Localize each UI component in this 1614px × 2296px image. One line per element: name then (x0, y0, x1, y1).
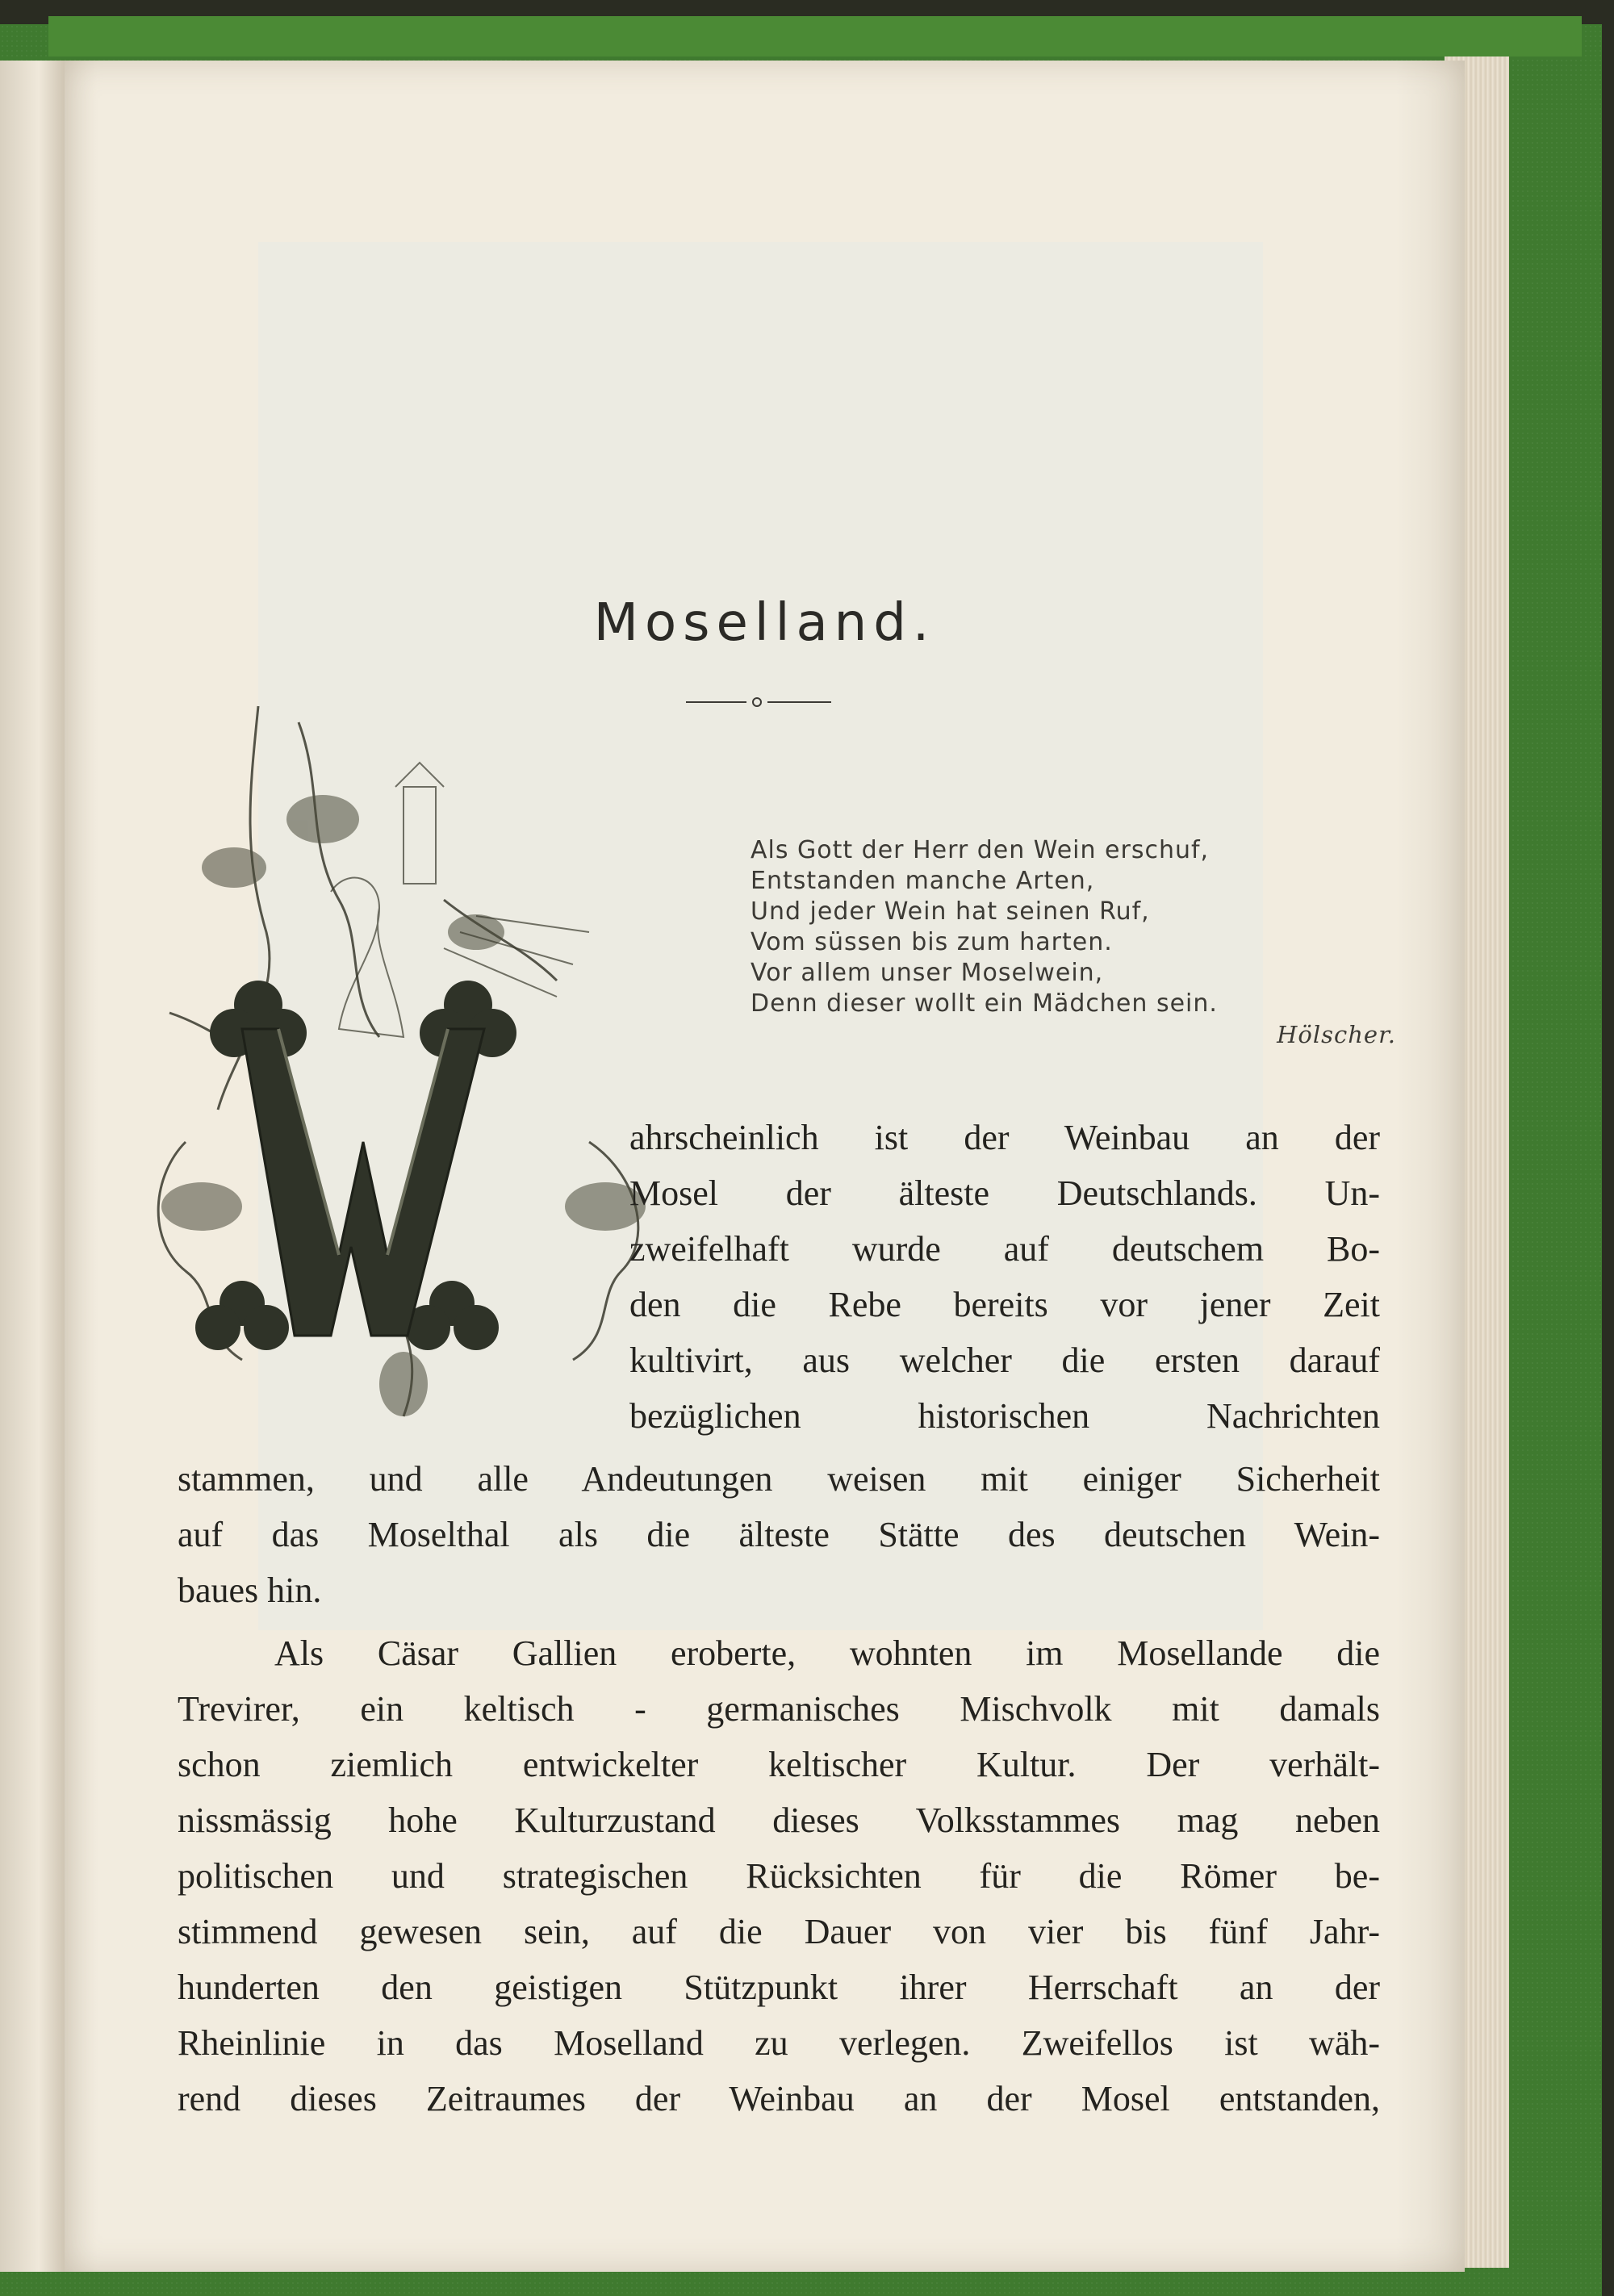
text-line: den die Rebe bereits vor jener Zeit (629, 1285, 1380, 1324)
text-line: stammen, und alle Andeutungen weisen mit einiger Sicherheit (178, 1459, 1380, 1499)
text-line: ahrscheinlich ist der Weinbau an der (629, 1118, 1380, 1157)
text-line: hunderten den geistigen Stützpunkt ihrer Herrschaft an der (178, 1968, 1380, 2007)
poem-line: Und jeder Wein hat seinen Ruf, (751, 897, 1150, 926)
left-page-edge (0, 61, 65, 2272)
text-line: schon ziemlich entwickelter keltischer Kultur. Der verhält- (178, 1745, 1380, 1784)
poem-line: Vor allem unser Moselwein, (751, 959, 1104, 987)
text-line: auf das Moselthal als die älteste Stätte des deutschen Wein- (178, 1515, 1380, 1554)
title-ornament (686, 696, 831, 708)
text-line: rend dieses Zeitraumes der Weinbau an der Mosel entstanden, (178, 2079, 1380, 2118)
text-line: Als Cäsar Gallien eroberte, wohnten im Mosellande die (274, 1633, 1380, 1673)
text-line: baues hin. (178, 1570, 322, 1610)
text-line: Mosel der älteste Deutschlands. Un- (629, 1173, 1380, 1213)
text-line: zweifelhaft wurde auf deutschem Bo- (629, 1229, 1380, 1269)
poem-line: Vom süssen bis zum harten. (751, 928, 1113, 956)
epigraph-poem (751, 835, 1396, 1050)
chapter-title: Moselland. (593, 593, 936, 653)
book-page (65, 61, 1465, 2272)
poem-line: Als Gott der Herr den Wein erschuf, (751, 836, 1210, 864)
text-line: Rheinlinie in das Moselland zu verlegen. Zweifellos ist wäh- (178, 2023, 1380, 2063)
text-line: politischen und strategischen Rücksichten für die Römer be- (178, 1856, 1380, 1896)
paragraph-2 (178, 1625, 1380, 2127)
paragraph-1-indented (629, 1110, 1380, 1444)
cover-top-edge (48, 16, 1582, 56)
paragraph-1-continuation (178, 1451, 1380, 1618)
poem-line: Denn dieser wollt ein Mädchen sein. (751, 989, 1218, 1018)
poem-author: Hölscher. (1277, 1021, 1396, 1048)
text-line: kultivirt, aus welcher die ersten darauf (629, 1340, 1380, 1380)
illuminated-initial (137, 690, 686, 1457)
poem-line: Entstanden manche Arten, (751, 867, 1095, 895)
text-line: stimmend gewesen sein, auf die Dauer von vier bis fünf Jahr- (178, 1912, 1380, 1951)
text-line: nissmässig hohe Kulturzustand dieses Volksstammes mag neben (178, 1800, 1380, 1840)
text-line: bezüglichen historischen Nachrichten (629, 1396, 1380, 1436)
text-line: Trevirer, ein keltisch - germanisches Mischvolk mit damals (178, 1689, 1380, 1729)
